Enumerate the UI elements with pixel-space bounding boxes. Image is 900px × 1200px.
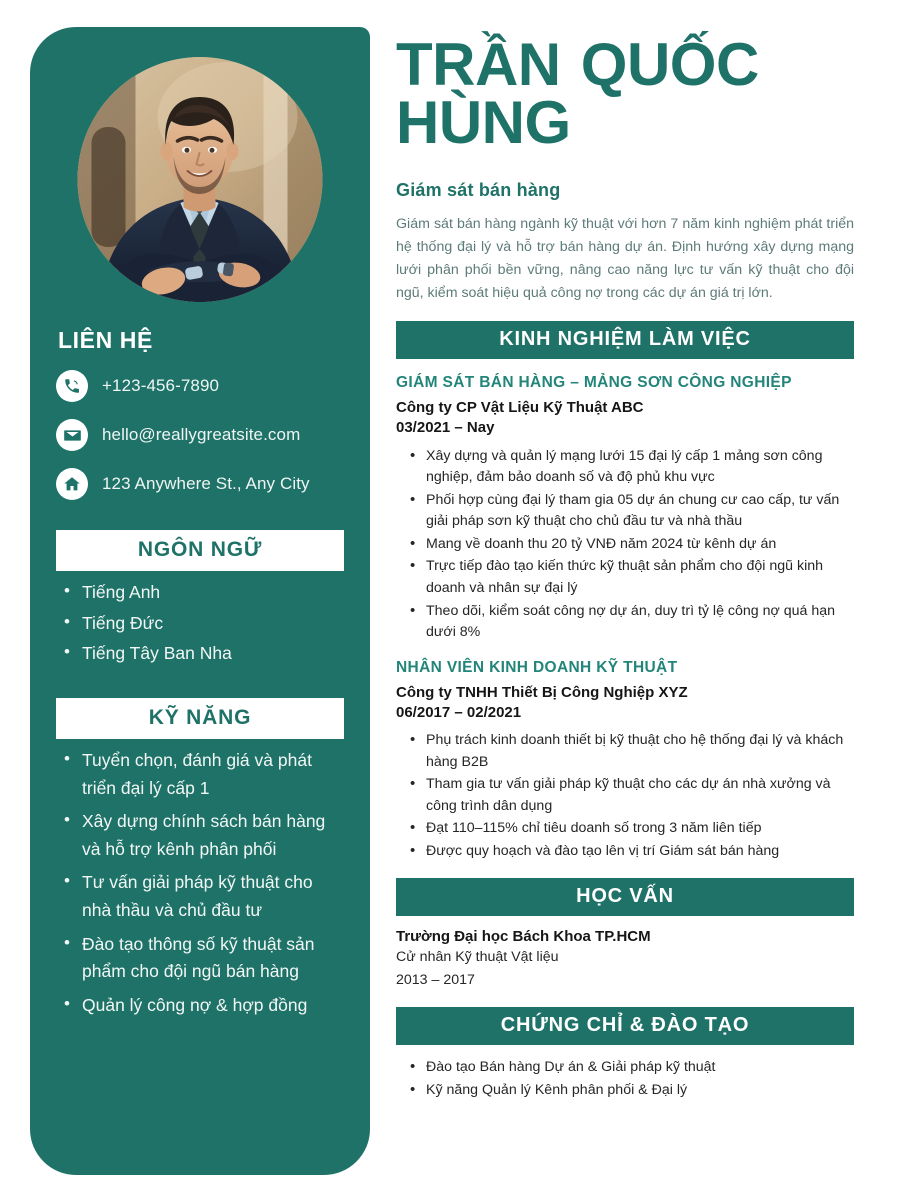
contact-address-row[interactable]	[56, 468, 344, 500]
list-item: • Tiếng Anh	[56, 579, 344, 607]
avatar	[78, 57, 323, 302]
languages-list	[56, 579, 344, 668]
list-item: • Mang về doanh thu 20 tỷ VNĐ năm 2024 từ kênh dự án	[396, 534, 856, 556]
certificates-list	[396, 1057, 856, 1101]
job-company	[396, 683, 856, 723]
list-item: • Phối hợp cùng đại lý tham gia 05 dự án chung cư cao cấp, tư vấn giải pháp sơn kỹ thuật cho chủ đầu tư và nhà thầu	[396, 490, 856, 533]
list-item: • Trực tiếp đào tạo kiến thức kỹ thuật sản phẩm cho đội ngũ kinh doanh và nhân sự đại lý	[396, 556, 856, 599]
sidebar-content	[30, 327, 370, 1026]
list-item: • Được quy hoạch và đào tạo lên vị trí Giám sát bán hàng	[396, 841, 856, 863]
job-company-name: Công ty TNHH Thiết Bị Công Nghiệp XYZ	[396, 683, 688, 701]
education-degree: Cử nhân Kỹ thuật Vật liệu	[396, 949, 559, 966]
job-bullets	[396, 730, 856, 862]
job-role-subtitle: Giám sát bán hàng	[396, 180, 561, 201]
list-item: • Quản lý công nợ & hợp đồng	[56, 992, 344, 1020]
experience-section-title: KINH NGHIỆM LÀM VIỆC	[396, 321, 854, 359]
contact-phone-row[interactable]	[56, 370, 344, 402]
education-period: 2013 – 2017	[396, 972, 475, 989]
name-line-2: HÙNG	[396, 89, 571, 157]
name-line-1: TRẦN QUỐC	[396, 31, 759, 98]
phone-icon	[56, 370, 88, 402]
list-item: • Xây dựng và quản lý mạng lưới 15 đại lý cấp 1 mảng sơn công nghiệp, đảm bảo doanh số và độ phủ khu vực	[396, 446, 856, 489]
contact-email-value: hello@reallygreatsite.com	[102, 424, 301, 444]
list-item: • Đào tạo Bán hàng Dự án & Giải pháp kỹ thuật	[396, 1057, 856, 1079]
experience-entry	[396, 659, 856, 863]
job-company	[396, 398, 856, 438]
skills-list	[56, 747, 344, 1020]
education-school: Trường Đại học Bách Khoa TP.HCM	[396, 928, 651, 946]
contact-phone-value: +123-456-7890	[102, 375, 220, 395]
skills-title: KỸ NĂNG	[56, 698, 344, 739]
list-item: • Tham gia tư vấn giải pháp kỹ thuật cho các dự án nhà xưởng và công trình dân dụng	[396, 774, 856, 817]
experience-entry	[396, 374, 856, 643]
job-period: 03/2021 – Nay	[396, 419, 495, 437]
certificates-section-title: CHỨNG CHỈ & ĐÀO TẠO	[396, 1007, 854, 1045]
list-item: • Tiếng Tây Ban Nha	[56, 640, 344, 668]
list-item: • Phụ trách kinh doanh thiết bị kỹ thuật cho hệ thống đại lý và khách hàng B2B	[396, 730, 856, 773]
main-column	[396, 0, 856, 1103]
contact-address-value: 123 Anywhere St., Any City	[102, 473, 310, 493]
contact-title: LIÊN HỆ	[58, 327, 153, 353]
list-item: • Theo dõi, kiểm soát công nợ dự án, duy trì tỷ lệ công nợ quá hạn dưới 8%	[396, 601, 856, 644]
list-item: • Đạt 110–115% chỉ tiêu doanh số trong 3 năm liên tiếp	[396, 818, 856, 840]
education-section-title: HỌC VẤN	[396, 878, 854, 916]
list-item: • Đào tạo thông số kỹ thuật sản phẩm cho đội ngũ bán hàng	[56, 931, 344, 986]
list-item: • Tuyển chọn, đánh giá và phát triển đại lý cấp 1	[56, 747, 344, 802]
job-bullets	[396, 446, 856, 644]
list-item: • Xây dựng chính sách bán hàng và hỗ trợ kênh phân phối	[56, 808, 344, 863]
job-position: GIÁM SÁT BÁN HÀNG – MẢNG SƠN CÔNG NGHIỆP	[396, 374, 792, 392]
profile-summary: Giám sát bán hàng ngành kỹ thuật với hơn 7 năm kinh nghiệm phát triển hệ thống đại lý và hỗ trợ bán hàng dự án. Định hướng xây dựng mạng lưới phân phối bền vững, nâng cao năng lực tư vấn kỹ thuật cho đội ngũ, kiểm soát hiệu quả công nợ trong các dự án giá trị lớn.	[396, 216, 854, 302]
sidebar	[30, 27, 370, 1175]
contact-email-row[interactable]	[56, 419, 344, 451]
list-item: • Kỹ năng Quản lý Kênh phân phối & Đại lý	[396, 1080, 856, 1102]
list-item: • Tiếng Đức	[56, 610, 344, 638]
list-item: • Tư vấn giải pháp kỹ thuật cho nhà thầu và chủ đầu tư	[56, 869, 344, 924]
job-position: NHÂN VIÊN KINH DOANH KỸ THUẬT	[396, 658, 678, 676]
portrait-photo	[78, 57, 323, 302]
languages-title: NGÔN NGỮ	[56, 530, 344, 571]
job-company-name: Công ty CP Vật Liệu Kỹ Thuật ABC	[396, 399, 644, 417]
job-period: 06/2017 – 02/2021	[396, 703, 522, 721]
envelope-icon	[56, 419, 88, 451]
home-icon	[56, 468, 88, 500]
page-title	[396, 31, 856, 157]
